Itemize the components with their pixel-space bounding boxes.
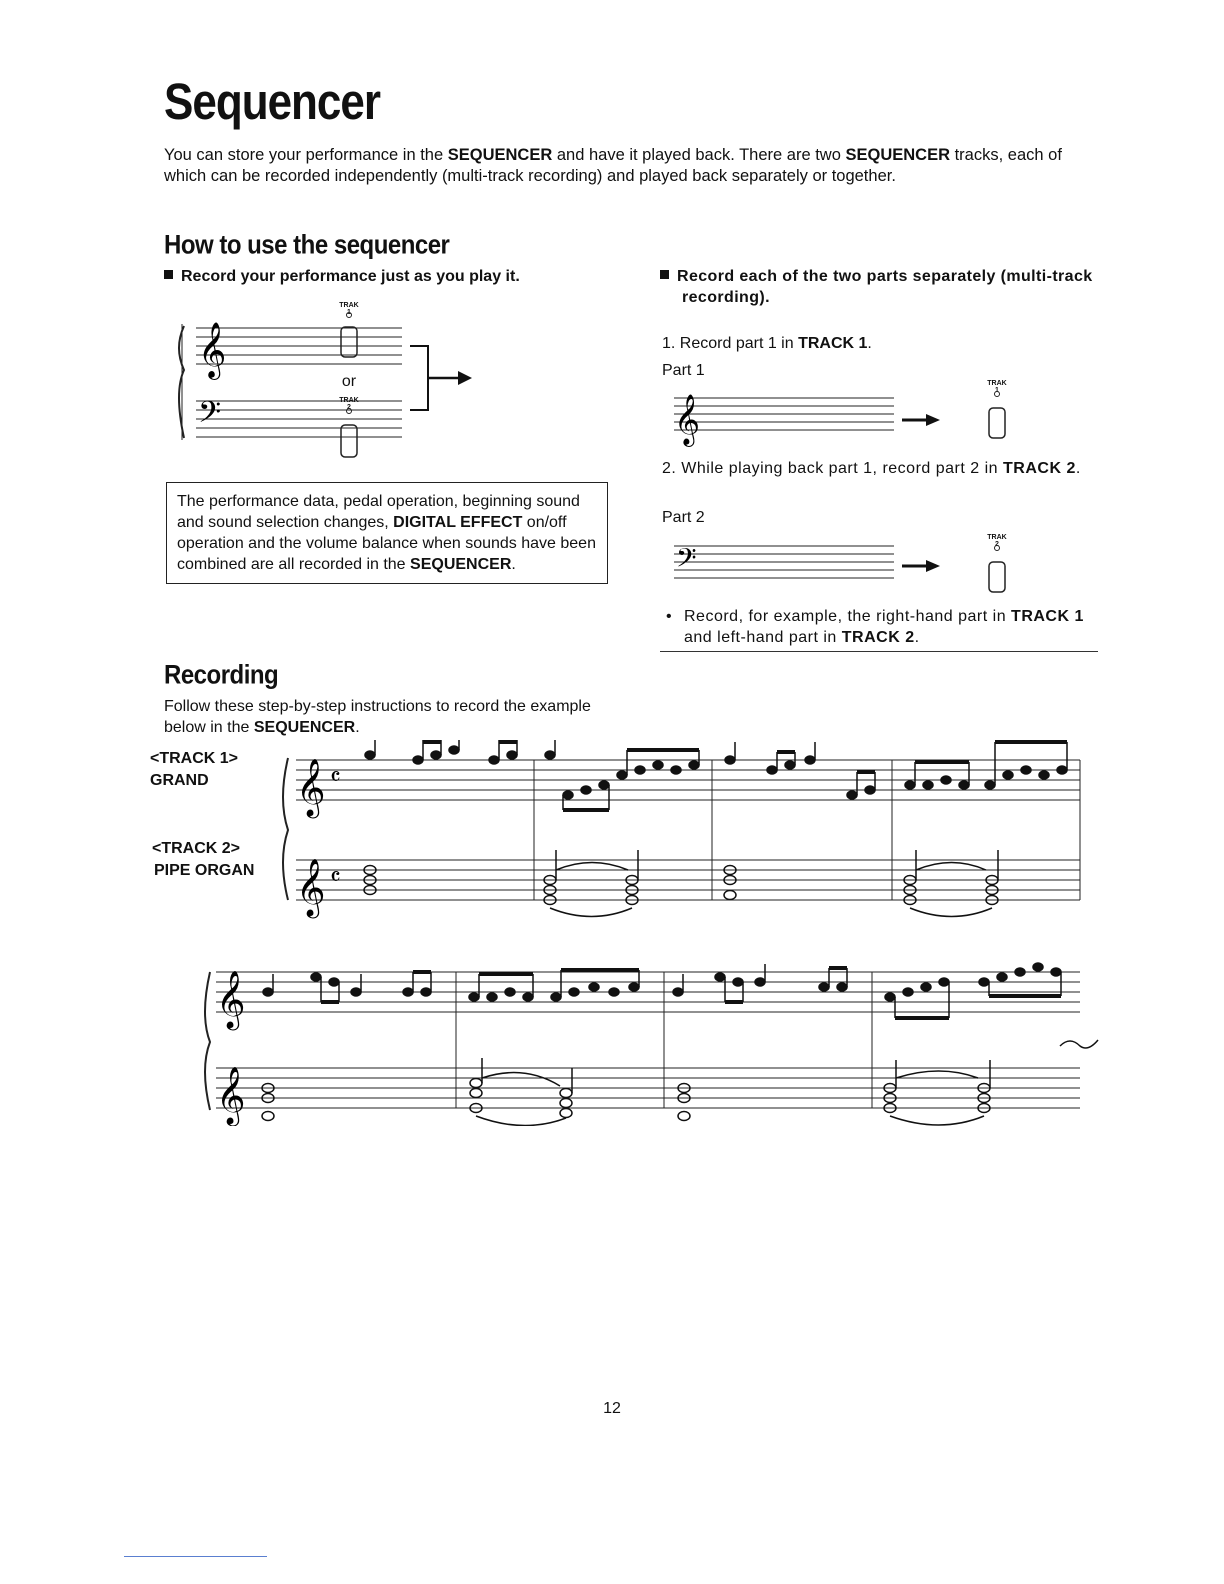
grand-staff-diagram [166, 298, 586, 468]
step-2 [662, 458, 1114, 479]
treble-clef-icon: 𝄞 [216, 1066, 246, 1124]
treble-clef-icon: 𝄞 [296, 858, 326, 916]
bass-clef-icon: 𝄢 [198, 396, 222, 437]
arrow-icon [458, 371, 472, 385]
music-system-1 [270, 740, 1090, 920]
part2-staff [664, 530, 984, 594]
step-bold: TRACK 1 [798, 335, 868, 352]
example-bold: TRACK 1 [1011, 608, 1084, 625]
arrow-icon [926, 414, 940, 426]
note-text: on/off operation and the volume balance when sounds have been combined are all recorded in the [177, 514, 596, 573]
track2-button-icon [338, 405, 360, 461]
recording-heading: Recording [164, 660, 279, 691]
step-bold: TRACK 2 [1003, 460, 1076, 477]
track1-button-icon [986, 388, 1008, 442]
step-1 [662, 333, 872, 354]
or-label: or [341, 373, 357, 390]
dot-bullet-icon: • [666, 608, 673, 625]
note-bold: DIGITAL EFFECT [393, 514, 523, 531]
left-bullet [164, 266, 520, 287]
track2-small-label: TRAK 2 [987, 534, 1007, 548]
step-text: . [1075, 460, 1081, 477]
track2-label: <TRACK 2> [152, 840, 241, 857]
treble-clef-icon: 𝄞 [216, 970, 246, 1028]
part1-staff [664, 384, 984, 456]
track1-sound: GRAND [150, 772, 209, 789]
intro-text: and have it played back. There are two [552, 146, 846, 164]
left-bullet-text: Record your performance just as you play it. [181, 268, 520, 285]
track2-button-icon [986, 542, 1008, 596]
track1-small-label: TRAK 1 [339, 302, 359, 316]
section-divider [660, 651, 1098, 652]
music-system-2 [194, 956, 1104, 1126]
instructions-bold: SEQUENCER [253, 719, 356, 736]
track1-button-icon [338, 310, 360, 362]
track1-label: <TRACK 1> [150, 750, 239, 767]
treble-clef-icon: 𝄞 [296, 758, 326, 816]
intro-text: tracks, each of which can be recorded independently (multi-track recording) and played back separately or together. [164, 146, 1062, 185]
page-number: 12 [603, 1400, 621, 1417]
note-text: . [511, 556, 516, 573]
track2-sound: PIPE ORGAN [154, 862, 255, 879]
common-time-icon: 𝄴 [330, 763, 341, 791]
right-bullet [660, 266, 1118, 308]
step-text: . [867, 335, 872, 352]
example-text: and left-hand part in [684, 629, 842, 646]
instructions-text: . [355, 719, 360, 736]
track1-small-label: TRAK 1 [987, 380, 1007, 394]
note-box [166, 482, 608, 584]
step-text: 1. Record part 1 in [662, 335, 799, 352]
arrow-icon [926, 560, 940, 572]
common-time-icon: 𝄴 [330, 863, 341, 891]
intro-bold: SEQUENCER [447, 146, 553, 164]
part2-label: Part 2 [662, 509, 705, 526]
example-text: Record, for example, the right-hand part in [684, 608, 1012, 625]
recording-instructions [164, 696, 614, 738]
track2-small-label: TRAK 2 [339, 397, 359, 411]
intro-paragraph [164, 145, 1094, 187]
footer-rule [124, 1556, 267, 1557]
square-bullet-icon [164, 270, 173, 279]
part1-label: Part 1 [662, 362, 705, 379]
right-bullet-text: Record each of the two parts separately (multi-track recording). [677, 268, 1093, 306]
square-bullet-icon [660, 270, 669, 279]
page-title: Sequencer [164, 74, 380, 131]
example-bold: TRACK 2 [841, 629, 915, 646]
bass-clef-icon: 𝄢 [676, 542, 697, 580]
instructions-text: Follow these step-by-step instructions to record the example below in the [164, 698, 591, 736]
step-text: 2. While playing back part 1, record part 2 in [662, 460, 1003, 477]
note-text: The performance data, pedal operation, beginning sound and sound selection changes, [177, 493, 580, 531]
treble-clef-icon: 𝄞 [674, 394, 701, 445]
example-text: . [914, 629, 920, 646]
intro-text: You can store your performance in the [164, 146, 448, 164]
intro-bold: SEQUENCER [845, 146, 951, 164]
treble-clef-icon: 𝄞 [198, 322, 227, 378]
note-bold: SEQUENCER [410, 556, 512, 573]
how-to-heading: How to use the sequencer [164, 230, 450, 261]
example-note [666, 606, 1114, 648]
melody-notes [263, 963, 1061, 1018]
